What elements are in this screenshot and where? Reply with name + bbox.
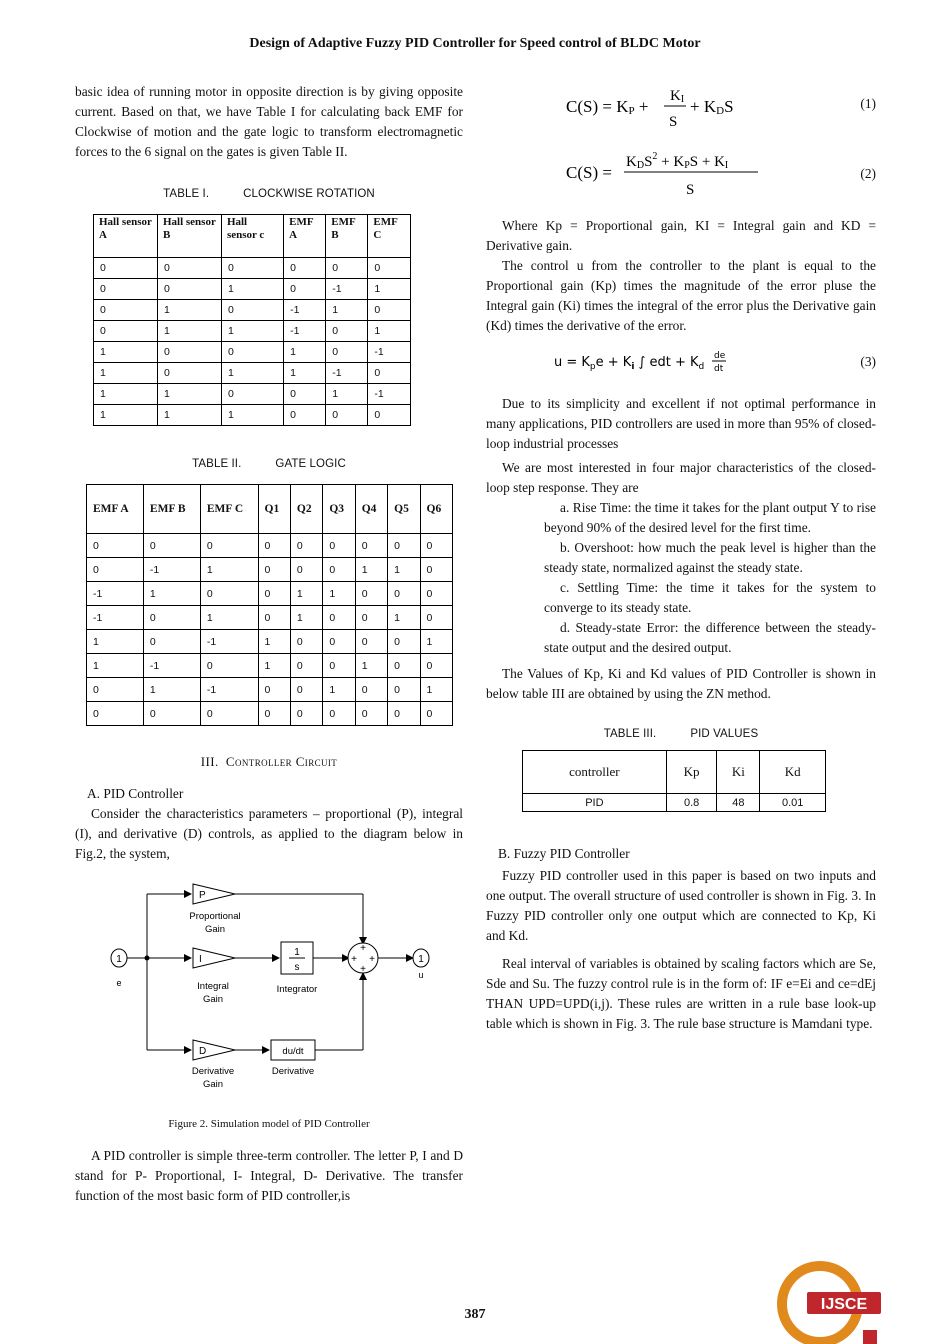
table1-cell: -1 [284,321,326,342]
table2-cell: 0 [290,654,322,678]
table2-cell: 0 [143,630,200,654]
table2-cell: 1 [420,678,452,702]
svg-text:IJSCE: IJSCE [820,1296,868,1313]
table3-header-cell: Kd [760,751,826,794]
table2-cell: 0 [355,582,387,606]
table1-cell: 0 [284,405,326,426]
where-gains-text: Where Kp = Proportional gain, KI = Integral gain and KD = Derivative gain. [486,218,876,253]
table2-header-cell: Q2 [290,485,322,534]
list-item-label: a. [560,500,570,515]
table2-cell: 0 [420,582,452,606]
svg-text:1: 1 [418,954,424,965]
equation-2 [486,146,876,204]
table1-cell: 1 [94,405,158,426]
table3-header-cell: Ki [717,751,760,794]
table1-cell: 1 [157,300,221,321]
table2-cell: 0 [355,678,387,702]
table1-cell: 1 [368,321,411,342]
table2-cell: 0 [87,702,144,726]
table1-caption-title: CLOCKWISE ROTATION [243,188,375,200]
table2-header-cell: EMF C [200,485,258,534]
svg-text:KDS2 + KPS + KI: $KDS^2$ + KPS + KI [626,151,729,171]
svg-text:Integrator: Integrator [276,984,318,995]
table2-cell: 1 [143,582,200,606]
table2-cell: 0 [420,702,452,726]
equation-2-formula [562,146,862,204]
svg-text:+: + [360,964,366,975]
svg-text:u: u [418,970,424,980]
table2-row [87,582,453,606]
table1-cell: 0 [221,384,283,405]
table1-cell: 1 [221,363,283,384]
svg-text:P: P [199,890,206,901]
table1-cell: 0 [326,405,368,426]
table2-row [87,534,453,558]
list-item [544,538,876,578]
table2-cell: 0 [87,678,144,702]
table1-cell: 0 [326,321,368,342]
table1-cell: 0 [157,342,221,363]
derivative-gain-block [192,1040,235,1090]
table1-header-cell: EMF C [368,215,411,258]
table2-cell: -1 [143,558,200,582]
table2-cell: 1 [143,678,200,702]
right-column [486,82,876,1034]
table2-cell: 0 [290,702,322,726]
table1-cell: -1 [368,342,411,363]
figure-2-caption: Figure 2. Simulation model of PID Controller [168,1118,370,1130]
table2-cell: 1 [258,654,290,678]
svg-text:Derivative: Derivative [271,1066,315,1077]
table1-cell: 1 [94,342,158,363]
equation-1 [486,82,876,140]
table1-cell: 0 [157,258,221,279]
table1-header-cell: Hall sensor A [94,215,158,258]
svg-text:Gain: Gain [202,1079,224,1090]
table1-cell: 1 [284,342,326,363]
table1-cell: 0 [94,258,158,279]
table1-cell: 0 [221,300,283,321]
table2-cell: 0 [87,534,144,558]
table2-cell: 0 [355,702,387,726]
table1-cell: 1 [326,300,368,321]
table2-cell: 0 [388,630,420,654]
section-heading [75,754,463,770]
table2-cell: 1 [258,630,290,654]
table1-cell: 1 [284,363,326,384]
table2-caption-number: TABLE II. [192,458,242,470]
table2-header-cell: Q3 [323,485,355,534]
table3-caption [486,728,876,740]
table1-cell: 0 [284,384,326,405]
control-u-text: The control u from the controller to the plant is equal to the Proportional gain (Kp) times the magnitude of the error pluse the Integral gain (Ki) times the integral of the error plus the Derivative gain (Kd) times the derivative of the error. [486,258,876,333]
table1-cell: 1 [157,321,221,342]
table2-cell: 0 [420,654,452,678]
intro-paragraph: basic idea of running motor in opposite direction is by giving opposite current. Based on that, we have Table I for calculating back EMF for Clockwise of motion and the gate logic to transform electromagnetic forces to the 6 signal on the gates is given Table II. [75,84,463,159]
table2-cell: 0 [420,558,452,582]
table2-cell: 1 [323,678,355,702]
svg-text:Gain: Gain [202,994,224,1005]
list-item-label: c. [560,580,570,595]
signal-lines [127,894,413,1050]
table1-cell: 1 [221,405,283,426]
svg-text:I: I [199,954,202,965]
table2-cell: 0 [200,582,258,606]
table1-row [94,279,411,300]
branch-point [145,956,150,961]
equation-3-formula [552,344,812,388]
table2-cell: 0 [323,654,355,678]
equation-1-formula [562,82,862,140]
table1-header-row [94,215,411,258]
table2-cell: 1 [355,654,387,678]
pid-values-paragraph: The Values of Kp, Ki and Kd values of PID Controller is shown in below table III are obtained by using the ZN method. [486,666,876,701]
equation-2-number: (2) [860,166,876,181]
table2-cell: 0 [200,534,258,558]
table2-cell: 1 [290,582,322,606]
output-port [413,949,429,980]
fuzzy-paragraph-1: Fuzzy PID controller used in this paper is based on two inputs and one output. The overall structure of used controller is shown in Fig. 3. In Fuzzy PID controller only one output which are connected to Kp, Ki and Kd. [486,868,876,943]
table2-cell: 0 [420,534,452,558]
para-pid-definition: A PID controller is simple three-term controller. The letter P, I and D stand for P- Proportional, I- Integral, D- Derivative. The transfer function of the most basic form of PID controller,is [75,1148,463,1203]
table2-cell: 0 [388,582,420,606]
table1-row [94,363,411,384]
svg-text:e: e [116,978,122,988]
table1-cell: 1 [368,279,411,300]
characteristics-list [486,498,876,658]
table1-cell: 1 [221,321,283,342]
table1-cell: 0 [157,363,221,384]
table2-cell: 0 [355,630,387,654]
table2-cell: -1 [87,606,144,630]
table2-cell: 0 [258,702,290,726]
svg-text:dt: dt [714,364,724,374]
table1-cell: 0 [284,279,326,300]
table2-cell: 0 [420,606,452,630]
table2-cell: 0 [258,558,290,582]
table2-cell: 0 [143,702,200,726]
table2-row [87,678,453,702]
table2-cell: -1 [143,654,200,678]
svg-text:1: 1 [294,947,300,958]
table1-cell: 1 [157,384,221,405]
table1-cell: 0 [157,279,221,300]
table2-cell: -1 [87,582,144,606]
table2-cell: -1 [200,678,258,702]
table2-cell: 1 [87,654,144,678]
table1-cell: -1 [284,300,326,321]
table1-header-cell: EMF B [326,215,368,258]
table2-cell: -1 [200,630,258,654]
table2-cell: 1 [290,606,322,630]
table2-header-cell: EMF A [87,485,144,534]
table3-cell: 0.01 [760,794,826,812]
simplicity-paragraph: Due to its simplicity and excellent if not optimal performance in many applications, PID controllers are used in more than 95% of closed-loop industrial processes [486,396,876,451]
table2-cell: 1 [323,582,355,606]
table1-row [94,384,411,405]
list-item [544,618,876,658]
section-title: Controller Circuit [225,754,338,769]
table3-caption-title: PID VALUES [690,728,759,740]
table2-caption [75,458,463,470]
table3-header-row [523,751,826,794]
table2-cell: 0 [143,534,200,558]
table2-row [87,630,453,654]
table2-header-row [87,485,453,534]
integral-gain-block [193,948,235,1005]
table2-cell: 1 [420,630,452,654]
table1-row [94,342,411,363]
table2-cell: 1 [355,558,387,582]
table2-header-cell: Q4 [355,485,387,534]
equation-3 [486,344,876,388]
list-item-label: b. [560,540,571,555]
table1-cell: 1 [94,384,158,405]
svg-text:+: + [369,954,375,965]
page-number: 387 [464,1307,486,1322]
svg-text:du/dt: du/dt [282,1046,304,1057]
table1-header-cell: Hall sensor B [157,215,221,258]
pid-simulation-diagram [75,876,463,1116]
table3-row [523,794,826,812]
svg-text:S: S [686,182,695,198]
table2-cell: 0 [258,534,290,558]
table1-cell: 1 [94,363,158,384]
table2-cell: 0 [258,678,290,702]
svg-text:D: D [199,1046,207,1057]
subsection-a-heading: A. PID Controller [87,786,184,801]
derivative-block [271,1040,315,1077]
table2-row [87,654,453,678]
table2-cell: 0 [323,630,355,654]
table-gate-logic [86,484,453,726]
table1-cell: 1 [326,384,368,405]
table1-cell: 0 [368,300,411,321]
input-port [111,949,127,988]
summation-block [348,943,378,975]
running-header: Design of Adaptive Fuzzy PID Controller for Speed control of BLDC Motor [249,36,701,51]
svg-text:u = Kpe + Ki ∫ edt + Kd: $u = K_pe + K_i$ ∫ edt + $K_d$ [554,355,705,372]
table1-header-cell: Hall sensor c [221,215,283,258]
table2-cell: 0 [290,558,322,582]
fuzzy-paragraph-2: Real interval of variables is obtained by scaling factors which are Se, Sde and Su. The fuzzy control rule is in the form of: IF e=Ei and ce=dEj THAN UPD=UPD(i,j). These rules are written in a rule base look-up table which is shown in Fig. 3. The rule base structure is Mamdani type. [486,956,876,1031]
table1-row [94,321,411,342]
table1-cell: 0 [368,258,411,279]
table2-row [87,558,453,582]
svg-text:+: + [351,954,357,965]
table2-cell: 0 [258,582,290,606]
table2-cell: 0 [388,654,420,678]
table2-header-cell: Q5 [388,485,420,534]
table1-cell: 0 [326,258,368,279]
table2-header-cell: Q1 [258,485,290,534]
table2-cell: 0 [323,606,355,630]
table2-cell: 0 [355,534,387,558]
svg-text:de: de [714,351,726,361]
list-item-text: Rise Time: the time it takes for the plant output Y to rise beyond 90% of the desired level for the first time. [544,500,876,535]
table2-cell: 0 [323,534,355,558]
table2-cell: 0 [388,534,420,558]
table3-header-cell: controller [523,751,667,794]
table1-cell: 1 [157,405,221,426]
table1-cell: 1 [221,279,283,300]
table2-cell: 0 [355,606,387,630]
table2-cell: 0 [200,702,258,726]
table2-header-cell: Q6 [420,485,452,534]
table2-cell: 0 [87,558,144,582]
equation-1-number: (1) [860,96,876,111]
table3-cell: PID [523,794,667,812]
svg-text:s: s [294,962,300,973]
integrator-block [277,942,318,995]
table2-row [87,702,453,726]
table2-cell: 0 [290,678,322,702]
svg-text:Derivative: Derivative [191,1066,235,1077]
svg-text:Proportional: Proportional [189,911,241,922]
list-item [544,578,876,618]
left-column [75,82,463,1206]
table1-cell: 0 [94,279,158,300]
ijsce-logo [775,1258,885,1344]
table1-row [94,258,411,279]
table2-cell: 1 [388,558,420,582]
svg-text:KI: KI [670,88,685,105]
svg-text:C(S) =: C(S) = [566,163,612,182]
table3-cell: 48 [717,794,760,812]
table2-cell: 0 [388,678,420,702]
table1-cell: -1 [326,279,368,300]
svg-text:C(S) = KP +: C(S) = KP + [566,97,649,117]
table1-caption [75,188,463,200]
list-item-text: Settling Time: the time it takes for the system to converge to its steady state. [544,580,876,615]
equation-3-number: (3) [860,354,876,369]
section-number: III. [200,754,219,769]
table1-header-cell: EMF A [284,215,326,258]
proportional-gain-block [189,884,240,935]
table-pid-values [522,750,826,812]
table1-cell: 0 [94,321,158,342]
characteristics-paragraph: We are most interested in four major characteristics of the closed-loop step response. They are [486,460,876,495]
table1-cell: 0 [221,258,283,279]
table1-cell: -1 [326,363,368,384]
table2-cell: 0 [200,654,258,678]
table1-cell: -1 [368,384,411,405]
table2-cell: 1 [87,630,144,654]
table1-cell: 0 [326,342,368,363]
table1-cell: 0 [284,258,326,279]
table1-cell: 0 [94,300,158,321]
table2-row [87,606,453,630]
table1-row [94,300,411,321]
subsection-b-heading: B. Fuzzy PID Controller [498,846,630,861]
table1-cell: 0 [368,363,411,384]
list-item-label: d. [560,620,571,635]
svg-text:Integral: Integral [197,981,229,992]
svg-text:S: S [669,114,678,130]
svg-text:+: + [360,943,366,954]
table2-cell: 0 [290,630,322,654]
table2-cell: 0 [388,702,420,726]
table3-header-cell: Kp [666,751,717,794]
svg-text:1: 1 [116,954,122,965]
table1-cell: 0 [368,405,411,426]
table2-header-cell: EMF B [143,485,200,534]
table2-cell: 0 [323,702,355,726]
list-item-text: Steady-state Error: the difference between the steady-state output and the desired output. [544,620,876,655]
table1-caption-number: TABLE I. [163,188,210,200]
table2-caption-title: GATE LOGIC [275,458,346,470]
svg-text:+ KDS: + KDS [690,97,734,117]
table2-cell: 0 [323,558,355,582]
table1-row [94,405,411,426]
table1-cell: 0 [221,342,283,363]
para-characteristics: Consider the characteristics parameters – proportional (P), integral (I), and derivative (D) controls, as applied to the diagram below in Fig.2, the system, [75,806,463,861]
list-item [544,498,876,538]
table3-caption-number: TABLE III. [603,728,657,740]
table2-cell: 0 [143,606,200,630]
svg-text:Gain: Gain [204,924,226,935]
table3-cell: 0.8 [666,794,717,812]
table2-cell: 1 [200,606,258,630]
list-item-text: Overshoot: how much the peak level is higher than the steady state, normalized against the steady state. [544,540,876,575]
table2-cell: 0 [258,606,290,630]
table2-cell: 1 [388,606,420,630]
table2-cell: 0 [290,534,322,558]
table-clockwise-rotation [93,214,411,426]
table2-cell: 1 [200,558,258,582]
